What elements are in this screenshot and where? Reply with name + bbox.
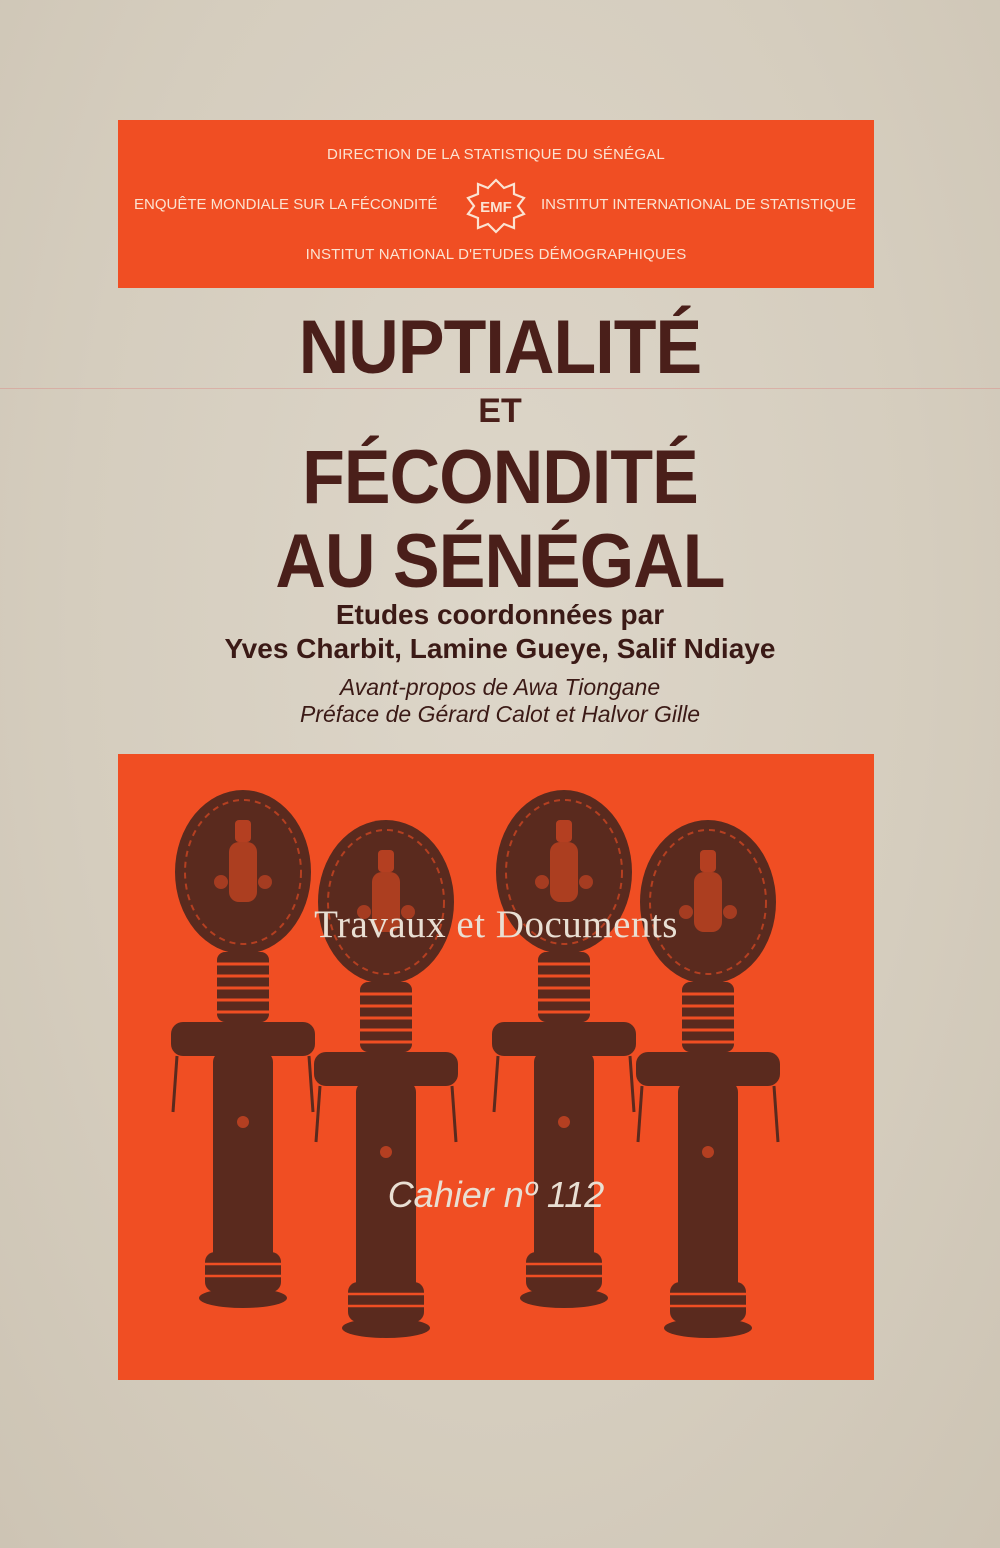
doll-figure-4 xyxy=(636,820,780,1338)
preface: Préface de Gérard Calot et Halvor Gille xyxy=(299,701,701,727)
coordinated-by: Etudes coordonnées par xyxy=(335,599,665,630)
fertility-dolls-illustration xyxy=(118,754,874,1380)
publisher-line-1: DIRECTION DE LA STATISTIQUE DU SÉNÉGAL xyxy=(327,146,665,163)
publisher-line-2-right: INSTITUT INTERNATIONAL DE STATISTIQUE xyxy=(540,196,856,213)
credits xyxy=(0,598,1000,728)
title-line-2: ET xyxy=(478,392,522,430)
title-line-4: AU SÉNÉGAL xyxy=(275,519,725,604)
series-title: Travaux et Documents xyxy=(314,903,678,946)
doll-figure-1 xyxy=(171,790,315,1308)
title-line-3: FÉCONDITÉ xyxy=(302,435,698,520)
publisher-line-2-left: ENQUÊTE MONDIALE SUR LA FÉCONDITÉ xyxy=(134,196,438,213)
doll-figure-3 xyxy=(492,790,636,1308)
foreword: Avant-propos de Awa Tiongane xyxy=(339,674,661,700)
doll-figure-2 xyxy=(314,820,458,1338)
logo-text: EMF xyxy=(480,199,512,216)
publisher-line-3: INSTITUT NATIONAL D'ETUDES DÉMOGRAPHIQUES xyxy=(305,246,687,263)
publisher-band xyxy=(118,120,874,288)
emf-logo-icon xyxy=(462,178,530,234)
issue-number: Cahier nº 112 xyxy=(387,1174,605,1215)
authors: Yves Charbit, Lamine Gueye, Salif Ndiaye xyxy=(224,633,776,664)
title-line-1: NUPTIALITÉ xyxy=(298,305,702,390)
cover-illustration xyxy=(118,754,874,1380)
